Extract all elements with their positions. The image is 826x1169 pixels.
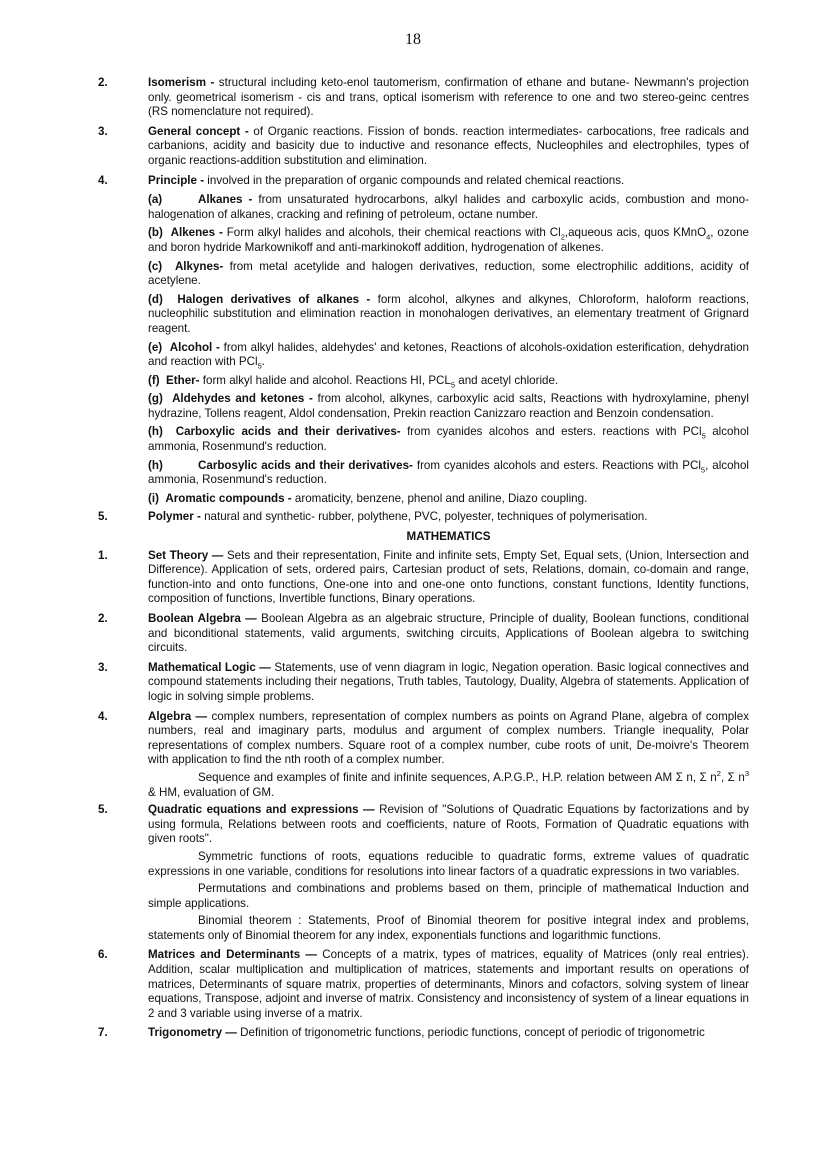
sub-text: from cyanides alcohos and esters. reactions with PCl bbox=[407, 425, 702, 439]
subscript: 5 bbox=[450, 380, 456, 389]
item-title: Quadratic equations and expressions — bbox=[148, 803, 375, 817]
sub-item-aldehydes bbox=[98, 392, 749, 421]
paragraph-text: , Σ n bbox=[720, 770, 745, 784]
paragraph: Permutations and combinations and problems based on them, principle of mathematical Induction and simple applications. bbox=[148, 882, 749, 910]
list-item bbox=[98, 948, 749, 1021]
sub-text: from alkyl halides, aldehydes' and ketones, Reactions of alcohols-oxidation esterification, dehydration and reaction with PCl bbox=[148, 340, 749, 369]
list-item bbox=[98, 612, 749, 656]
item-number: 7. bbox=[98, 1026, 108, 1040]
list-item bbox=[98, 710, 749, 768]
list-item bbox=[98, 1026, 749, 1041]
item-title: Principle - bbox=[148, 173, 205, 187]
paragraph: Symmetric functions of roots, equations reducible to quadratic forms, extreme values of quadratic expressions in one variable, conditions for resolutions into linear factors of a quadratic expressions in two variables. bbox=[148, 849, 749, 878]
paragraph-text: & HM, evaluation of GM. bbox=[148, 785, 275, 799]
sub-item-carboxylic bbox=[98, 425, 749, 454]
item-number: 1. bbox=[98, 548, 108, 562]
list-item bbox=[98, 510, 749, 525]
superscript: 2 bbox=[716, 769, 721, 779]
list-item bbox=[98, 76, 749, 120]
sub-item-ether bbox=[98, 374, 749, 389]
item-text: of Organic reactions. Fission of bonds. reaction intermediates- carbocations, free radicals and carbanions, acidity and basicity due to inductive and resonance effects, Nucleophiles and electrophiles, types of organic reactions-addition substitution and elimination. bbox=[148, 124, 749, 167]
subscript: 2 bbox=[560, 232, 565, 242]
sub-label: (h) bbox=[148, 425, 163, 439]
item-number: 4. bbox=[98, 709, 108, 723]
section-heading: MATHEMATICS bbox=[406, 530, 491, 544]
sub-label: (b) bbox=[148, 226, 163, 240]
sub-title: Alkenes - bbox=[170, 226, 223, 240]
sub-text: from cyanides alcohols and esters. Reactions with PCl bbox=[416, 458, 701, 472]
list-item bbox=[98, 661, 749, 705]
sub-label: (g) bbox=[148, 392, 163, 406]
item-text: Boolean Algebra as an algebraic structure, Principle of duality, Boolean functions, conditional and biconditional statements, valid arguments, switching circuits, Applications of Boolean algebra to switching circuits. bbox=[148, 612, 749, 655]
list-item bbox=[98, 174, 749, 189]
sub-label: (c) bbox=[148, 259, 163, 273]
sub-title: Ether- bbox=[166, 373, 200, 387]
item-text: Statements, use of venn diagram in logic, Negation operation. Basic logical connectives and compound statements including their negations, Truth tables, Tautology, Duality, Algebra of statements. Application of logic in solving simple problems. bbox=[148, 660, 749, 703]
list-item bbox=[98, 125, 749, 169]
sub-item-alkenes bbox=[98, 226, 749, 255]
item-title: Algebra — bbox=[148, 709, 208, 723]
item-title: Set Theory — bbox=[148, 548, 224, 562]
item-number: 2. bbox=[98, 76, 108, 89]
item-text: complex numbers, representation of complex numbers as points on Agrand Plane, algebra of complex numbers, real and imaginary parts, modulus and argument of complex numbers. Triangle inequality, Polar representations of complex numbers. Square root of a complex number, cube roots of unit, De-moivre's Theorem with application to find the nth rooth of a complex number. bbox=[148, 709, 749, 767]
sub-text: aromaticity, benzene, phenol and aniline, Diazo coupling. bbox=[294, 491, 588, 505]
item-title: Polymer - bbox=[148, 510, 201, 524]
sub-title: Alkanes - bbox=[198, 193, 253, 207]
item-number: 4. bbox=[98, 173, 108, 187]
item-text: Revision of "Solutions of Quadratic Equations by factorizations and by using formula, Relations between roots and coefficients, nature of Roots, Formation of Quadratic equations with given roots". bbox=[148, 803, 749, 846]
item-text: Sets and their representation, Finite and infinite sets, Empty Set, Equal sets, (Union, Intersection and Difference). Application of sets, ordered pairs, Cartesian product of sets, Relations, domain, co-domain and range, function-into and onto functions, One-one into and one-one onto functions, constant functions, Identity functions, composition of functions, Invertible functions, Binary operations. bbox=[148, 548, 749, 606]
item-text: Concepts of a matrix, types of matrices, equality of Matrices (only real entries). Addition, scalar multiplication and multiplication of matrices, statements and important results on operations of matrices, Determinants of square matrix, properties of determinants, Minors and cofactors, solving system of linear equations, Transpose, adjoint and inverse of matrix. Consistency and inconsistency of system of a linear equations in 2 and 3 variable using inverse of a matrix. bbox=[148, 948, 749, 1020]
sub-text: from metal acetylide and halogen derivatives, reduction, some electrophilic additions, acidity of acetylene. bbox=[148, 259, 749, 288]
item-title: Boolean Algebra — bbox=[148, 612, 257, 625]
document-body bbox=[98, 76, 749, 1046]
sub-item-aromatic bbox=[98, 492, 749, 507]
item-number: 3. bbox=[98, 660, 108, 674]
paragraph-text: Sequence and examples of finite and infinite sequences, A.P.G.P., H.P. relation between AM Σ n, Σ n bbox=[198, 770, 717, 784]
item-title: Trigonometry — bbox=[148, 1026, 237, 1040]
item-text: structural including keto-enol tautomerism, confirmation of ethane and butane- Newmann's projection only. geometrical isomerism - cis and trans, optical isomerism with reference to one and two stereo-geinc centres (RS nomenclature not required). bbox=[148, 76, 749, 119]
paragraph: Binomial theorem : Statements, Proof of Binomial theorem for positive integral index and problems, statements only of Binomial theorem for any index, exponentials functions and logarithmic functions. bbox=[148, 914, 749, 942]
item-number: 5. bbox=[98, 510, 108, 524]
sub-title: Alkynes- bbox=[174, 259, 224, 273]
subscript: 5 bbox=[700, 464, 706, 474]
item-number: 5. bbox=[98, 803, 108, 817]
subscript: 4 bbox=[706, 232, 711, 242]
superscript: 3 bbox=[744, 769, 750, 779]
sub-title: Halogen derivatives of alkanes - bbox=[177, 292, 371, 306]
sub-label: (h) bbox=[148, 458, 163, 472]
sub-label: (d) bbox=[148, 292, 163, 306]
item-number: 2. bbox=[98, 612, 108, 625]
item-number: 6. bbox=[98, 948, 108, 962]
sub-text: form alcohol, alkynes and alkynes, Chloroform, haloform reactions, nucleophilic substitution and elimination reaction in monohalogen derivatives, an elementary treatment of Grignard reagent. bbox=[148, 292, 749, 335]
sub-text: form alkyl halide and alcohol. Reactions HI, PCL bbox=[202, 373, 451, 387]
sub-title: Aromatic compounds - bbox=[165, 491, 292, 505]
sub-text: from unsaturated hydrocarbons, alkyl halides and carboxylic acids, combustion and mono-halogenation of alkanes, cracking and refining of petroleum, octane number. bbox=[148, 193, 749, 221]
sub-item-carbosylic bbox=[98, 459, 749, 488]
list-item bbox=[98, 803, 749, 847]
item-title: Isomerism - bbox=[148, 76, 215, 89]
sub-title: Carboxylic acids and their derivatives- bbox=[175, 425, 401, 439]
sub-text: , ozone and boron hydride Markownikoff and anti-markinokoff addition, hydrogenation of alkenes. bbox=[148, 226, 749, 254]
item-title: General concept - bbox=[148, 124, 249, 138]
item-number: 3. bbox=[98, 124, 108, 138]
list-item bbox=[98, 549, 749, 607]
sub-text: Form alkyl halides and alcohols, their chemical reactions with Cl bbox=[226, 226, 561, 240]
sub-text: ,aqueous acis, quos KMnO bbox=[564, 226, 707, 240]
sub-text: from alcohol, alkynes, carboxylic acid salts, Reactions with hydroxylamine, phenyl hydrazine, Tollens reagent, Aldol condensation, Prekin reaction Canizzaro reaction and Benzoin condensation. bbox=[148, 392, 749, 420]
paragraph bbox=[148, 771, 749, 800]
sub-item-alcohol bbox=[98, 341, 749, 370]
sub-title: Aldehydes and ketones - bbox=[172, 392, 313, 406]
sub-text: and acetyl chloride. bbox=[455, 373, 559, 387]
sub-label: (i) bbox=[148, 491, 159, 505]
sub-item-halogen bbox=[98, 293, 749, 337]
sub-item-alkanes bbox=[98, 193, 749, 222]
page-number: 18 bbox=[405, 31, 421, 48]
sub-text: , alcohol ammonia, Rosenmund's reduction. bbox=[148, 458, 749, 487]
sub-label: (f) bbox=[148, 373, 160, 387]
subscript: 5 bbox=[701, 431, 706, 441]
item-text: Definition of trigonometric functions, periodic functions, concept of periodic of trigonometric bbox=[240, 1026, 705, 1040]
sub-text: . bbox=[261, 355, 265, 369]
item-text: involved in the preparation of organic compounds and related chemical reactions. bbox=[207, 173, 625, 187]
item-text: natural and synthetic- rubber, polythene, PVC, polyester, techniques of polymerisation. bbox=[204, 510, 648, 524]
sub-title: Alcohol - bbox=[169, 340, 220, 354]
item-title: Mathematical Logic — bbox=[148, 660, 271, 674]
sub-label: (e) bbox=[148, 340, 163, 354]
sub-item-alkynes bbox=[98, 260, 749, 289]
subscript: 5 bbox=[257, 361, 262, 371]
sub-text: alcohol ammonia, Rosenmund's reduction. bbox=[148, 425, 749, 454]
sub-label: (a) bbox=[148, 193, 163, 207]
item-title: Matrices and Determinants — bbox=[148, 948, 318, 962]
sub-title: Carbosylic acids and their derivatives- bbox=[198, 458, 413, 472]
